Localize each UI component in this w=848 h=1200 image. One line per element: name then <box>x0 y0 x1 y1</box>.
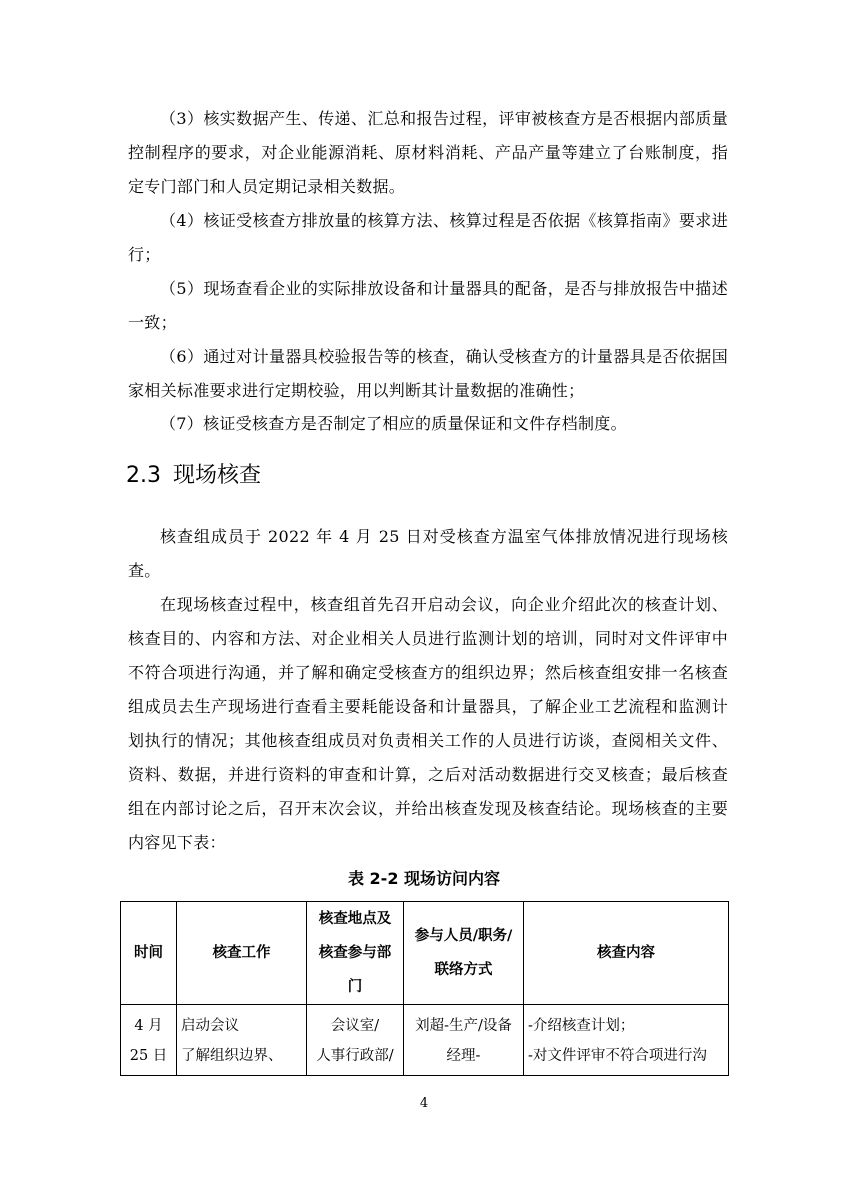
cell-line: -对文件评审不符合项进行沟 <box>528 1048 707 1064</box>
header-work: 核查工作 <box>177 902 307 1005</box>
paragraph-item-5: （5）现场查看企业的实际排放设备和计量器具的配备，是否与排放报告中描述一致； <box>128 279 728 332</box>
cell-line: 经理- <box>446 1048 481 1064</box>
paragraph-item-6: （6）通过对计量器具校验报告等的核查，确认受核查方的计量器具是否依据国家相关标准要求进行定期校验，用以判断其计量数据的准确性； <box>128 347 728 400</box>
header-location-line: 核查参与部 <box>318 945 392 961</box>
cell-line: 了解组织边界、 <box>181 1048 283 1064</box>
table-header-row <box>121 902 729 1005</box>
cell-location <box>307 1005 404 1076</box>
cell-content <box>524 1005 729 1076</box>
paragraph-item-3: （3）核实数据产生、传递、汇总和报告过程，评审被核查方是否根据内部质量控制程序的要求，对企业能源消耗、原材料消耗、产品产量等建立了台账制度，指定专门部门和人员定期记录相关数据。 <box>128 109 728 196</box>
cell-line: 25 日 <box>129 1048 168 1064</box>
table-caption: 表 2-2 现场访问内容 <box>347 869 501 888</box>
cell-line: -介绍核查计划； <box>528 1018 635 1034</box>
cell-line: 4 月 <box>134 1018 163 1034</box>
visit-table <box>120 901 729 1076</box>
header-content: 核查内容 <box>524 902 729 1005</box>
header-location <box>307 902 404 1005</box>
header-people-line: 参与人员/职务/ <box>414 928 513 944</box>
header-people <box>404 902 524 1005</box>
cell-line: 刘超-生产/设备 <box>415 1018 512 1034</box>
cell-time <box>121 1005 177 1076</box>
cell-line: 人事行政部/ <box>316 1048 394 1064</box>
header-time: 时间 <box>121 902 177 1005</box>
section-heading <box>126 458 261 489</box>
paragraph-item-7: （7）核证受核查方是否制定了相应的质量保证和文件存档制度。 <box>160 414 627 433</box>
paragraph-onsite-process: 在现场核查过程中，核查组首先召开启动会议，向企业介绍此次的核查计划、核查目的、内容和方法、对企业相关人员进行监测计划的培训，同时对文件评审中不符合项进行沟通，并了解和确定受核查方的组织边界；然后核查组安排一名核查组成员去生产现场进行查看主要耗能设备和计量器具，了解企业工艺流程和监测计划执行的情况；其他核查组成员对负责相关工作的人员进行访谈，查阅相关文件、资料、数据，并进行资料的审查和计算，之后对活动数据进行交叉核查；最后核查组在内部讨论之后，召开末次会议，并给出核查发现及核查结论。现场核查的主要内容见下表： <box>128 595 728 852</box>
cell-line: 启动会议 <box>181 1018 239 1034</box>
cell-people <box>404 1005 524 1076</box>
cell-work <box>177 1005 307 1076</box>
table-row <box>121 1005 729 1076</box>
cell-line: 会议室/ <box>330 1018 380 1034</box>
section-number: 2.3 <box>126 463 161 488</box>
header-location-line: 门 <box>347 979 363 995</box>
paragraph-onsite-date: 核查组成员于 2022 年 4 月 25 日对受核查方温室气体排放情况进行现场核查。 <box>128 527 728 580</box>
header-people-line: 联络方式 <box>434 962 493 978</box>
header-location-line: 核查地点及 <box>318 911 392 927</box>
page-number: 4 <box>419 1096 429 1111</box>
paragraph-item-4: （4）核证受核查方排放量的核算方法、核算过程是否依据《核算指南》要求进行； <box>128 211 728 264</box>
section-title: 现场核查 <box>173 463 262 488</box>
